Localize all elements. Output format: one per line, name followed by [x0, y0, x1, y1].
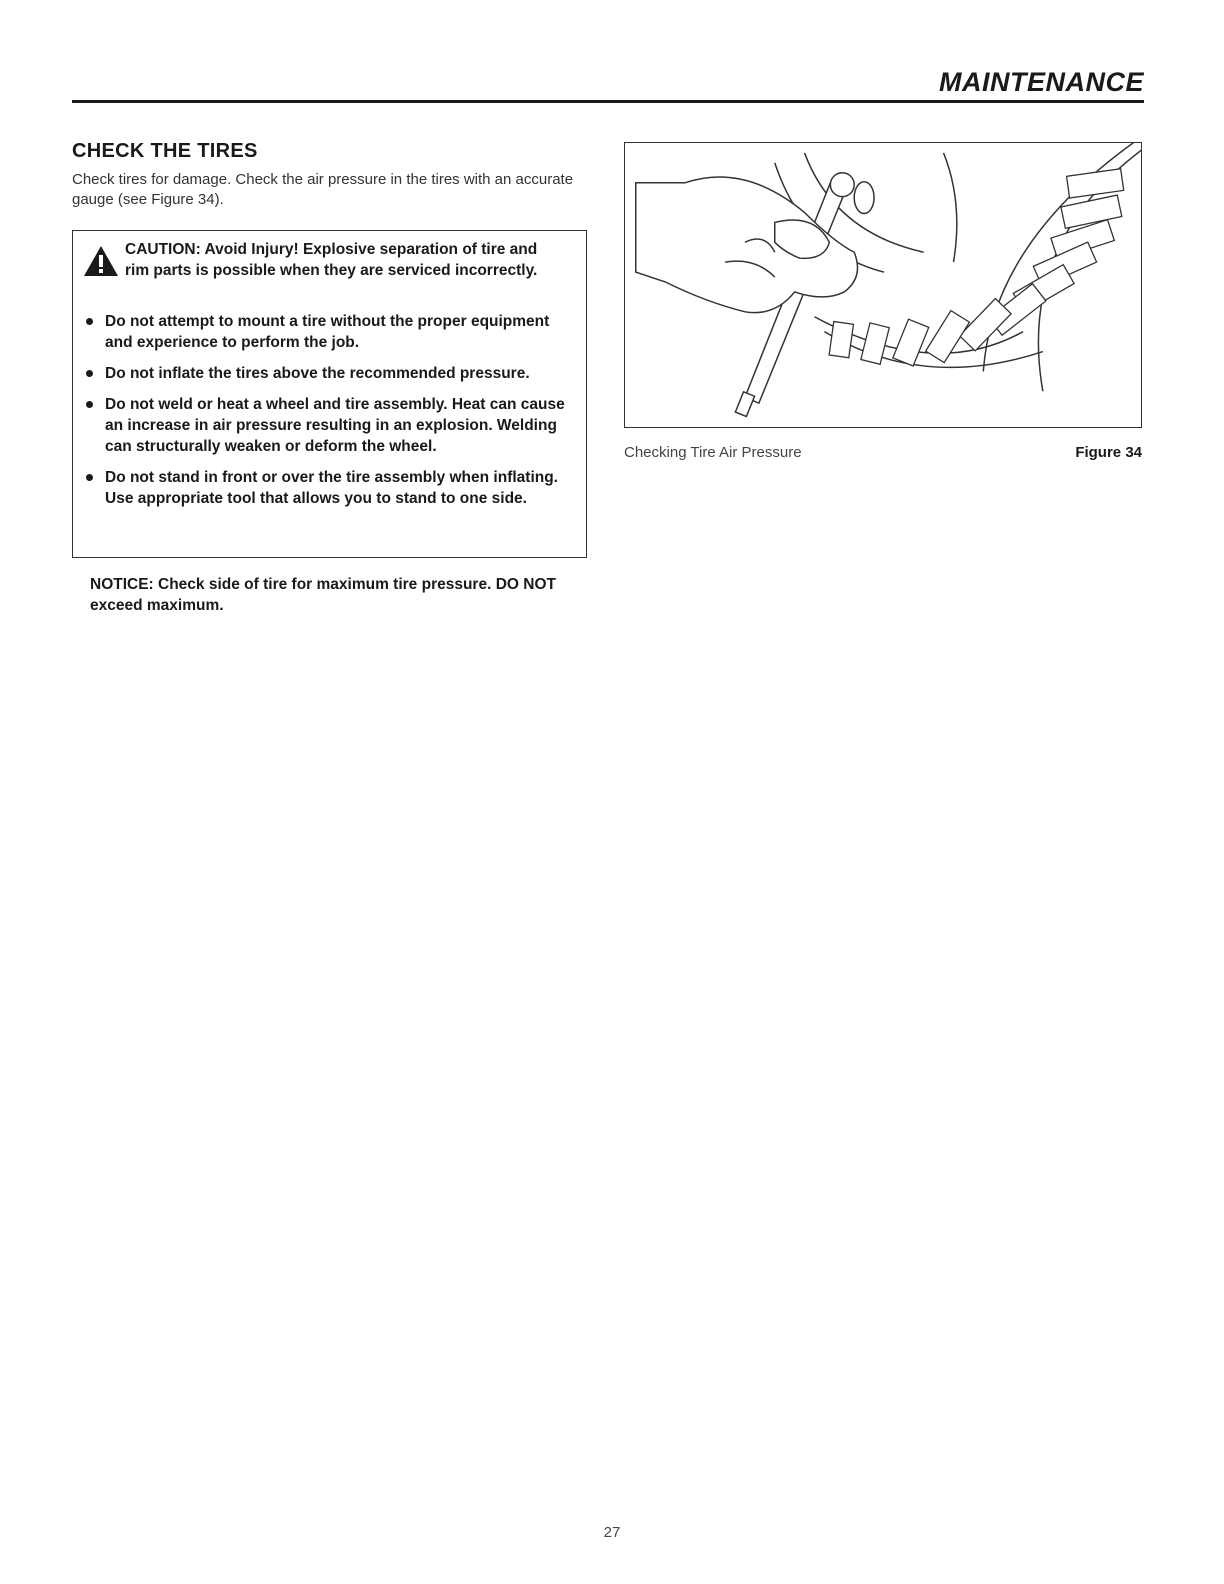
- bullet-dot-icon: [86, 370, 93, 377]
- tire-pressure-illustration: [625, 143, 1141, 427]
- caution-bullet: [83, 467, 578, 509]
- caution-bullet-text: Do not inflate the tires above the recommended pressure.: [105, 365, 530, 382]
- caution-bullet: [83, 363, 578, 384]
- caution-bullet-text: Do not attempt to mount a tire without the proper equipment and experience to perform the job.: [105, 313, 550, 351]
- figure-caption: Checking Tire Air Pressure: [624, 444, 802, 461]
- figure-label: Figure 34: [1075, 444, 1142, 461]
- caution-bullet: [83, 394, 578, 457]
- caution-bullet-text: Do not stand in front or over the tire assembly when inflating. Use appropriate tool that allows you to stand to one side.: [105, 469, 558, 507]
- caution-box: [72, 230, 587, 558]
- caution-heading: CAUTION: Avoid Injury! Explosive separation of tire and rim parts is possible when they are serviced incorrectly.: [125, 241, 538, 279]
- section-header: [72, 66, 1144, 103]
- check-tires-heading: CHECK THE TIRES: [72, 140, 258, 162]
- caution-bullet: [83, 311, 578, 353]
- page-number: 27: [603, 1524, 621, 1541]
- notice-text: NOTICE: Check side of tire for maximum tire pressure. DO NOT exceed maximum.: [90, 576, 556, 614]
- bullet-dot-icon: [86, 318, 93, 325]
- bullet-dot-icon: [86, 474, 93, 481]
- warning-triangle-icon: [83, 245, 119, 277]
- caution-bullet-text: Do not weld or heat a wheel and tire assembly. Heat can cause an increase in air pressure resulting in an explosion. Welding can structurally weaken or deform the wheel.: [105, 396, 565, 455]
- caution-bullet-list: [83, 311, 578, 519]
- bullet-dot-icon: [86, 401, 93, 408]
- figure-34-illustration: [624, 142, 1142, 428]
- check-tires-intro: Check tires for damage. Check the air pressure in the tires with an accurate gauge (see Figure 34).: [72, 171, 574, 208]
- section-title: MAINTENANCE: [939, 67, 1144, 97]
